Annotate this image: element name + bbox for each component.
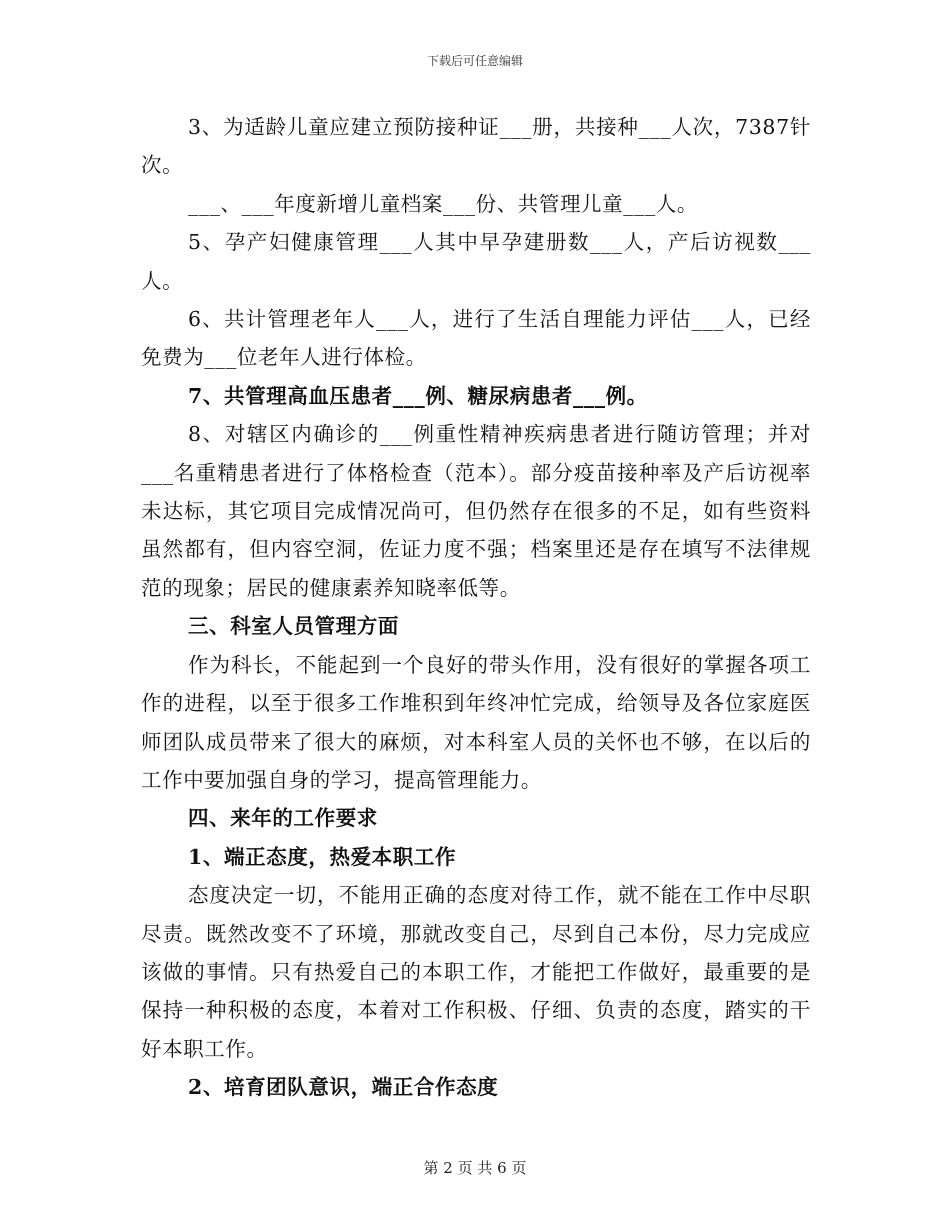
paragraph-maternal-health: 5、孕产妇健康管理___人其中早孕建册数___人，产后访视数___人。 <box>141 230 811 293</box>
paragraph-elderly: 6、共计管理老年人___人，进行了生活自理能力评估___人，已经免费为___位老年人进行体检。 <box>141 307 811 370</box>
subheading-attitude: 1、端正态度，热爱本职工作 <box>188 844 457 869</box>
paragraph-child-records: ___、___年度新增儿童档案___份、共管理儿童___人。 <box>188 191 698 216</box>
paragraph-staff-management: 作为科长，不能起到一个良好的带头作用，没有很好的掌握各项工作的进程，以至于很多工作堆积到年终冲忙完成，给领导及各位家庭医师团队成员带来了很大的麻烦，对本科室人员的关怀也不够，在以后的工作中要加强自身的学习，提高管理能力。 <box>141 652 811 792</box>
document-body <box>141 108 811 1107</box>
paragraph-vaccination: 3、为适龄儿童应建立预防接种证___册，共接种___人次，7387针次。 <box>141 115 811 178</box>
paragraph-chronic-disease: 7、共管理高血压患者___例、糖尿病患者___例。 <box>188 383 648 408</box>
paragraph-mental-health: 8、对辖区内确诊的___例重性精神疾病患者进行随访管理；并对___名重精患者进行了体格检查（范本）。部分疫苗接种率及产后访视率未达标，其它项目完成情况尚可，但仍然存在很多的不足，如有些资料虽然都有，但内容空洞，佐证力度不强；档案里还是存在填写不法律规范的现象；居民的健康素养知晓率低等。 <box>141 422 811 600</box>
page-footer: 第 2 页 共 6 页 <box>423 1159 527 1177</box>
paragraph-attitude: 态度决定一切，不能用正确的态度对待工作，就不能在工作中尽职尽责。既然改变不了环境，那就改变自己，尽到自己本份，尽力完成应该做的事情。只有热爱自己的本职工作，才能把工作做好，最重要的是保持一种积极的态度，本着对工作积极、仔细、负责的态度，踏实的干好本职工作。 <box>141 883 811 1061</box>
subheading-teamwork: 2、培育团队意识，端正合作态度 <box>188 1075 499 1100</box>
section-heading-staff-management: 三、科室人员管理方面 <box>188 614 399 639</box>
page-header: 下载后可任意编辑 <box>426 54 523 68</box>
section-heading-next-year: 四、来年的工作要求 <box>188 806 378 831</box>
